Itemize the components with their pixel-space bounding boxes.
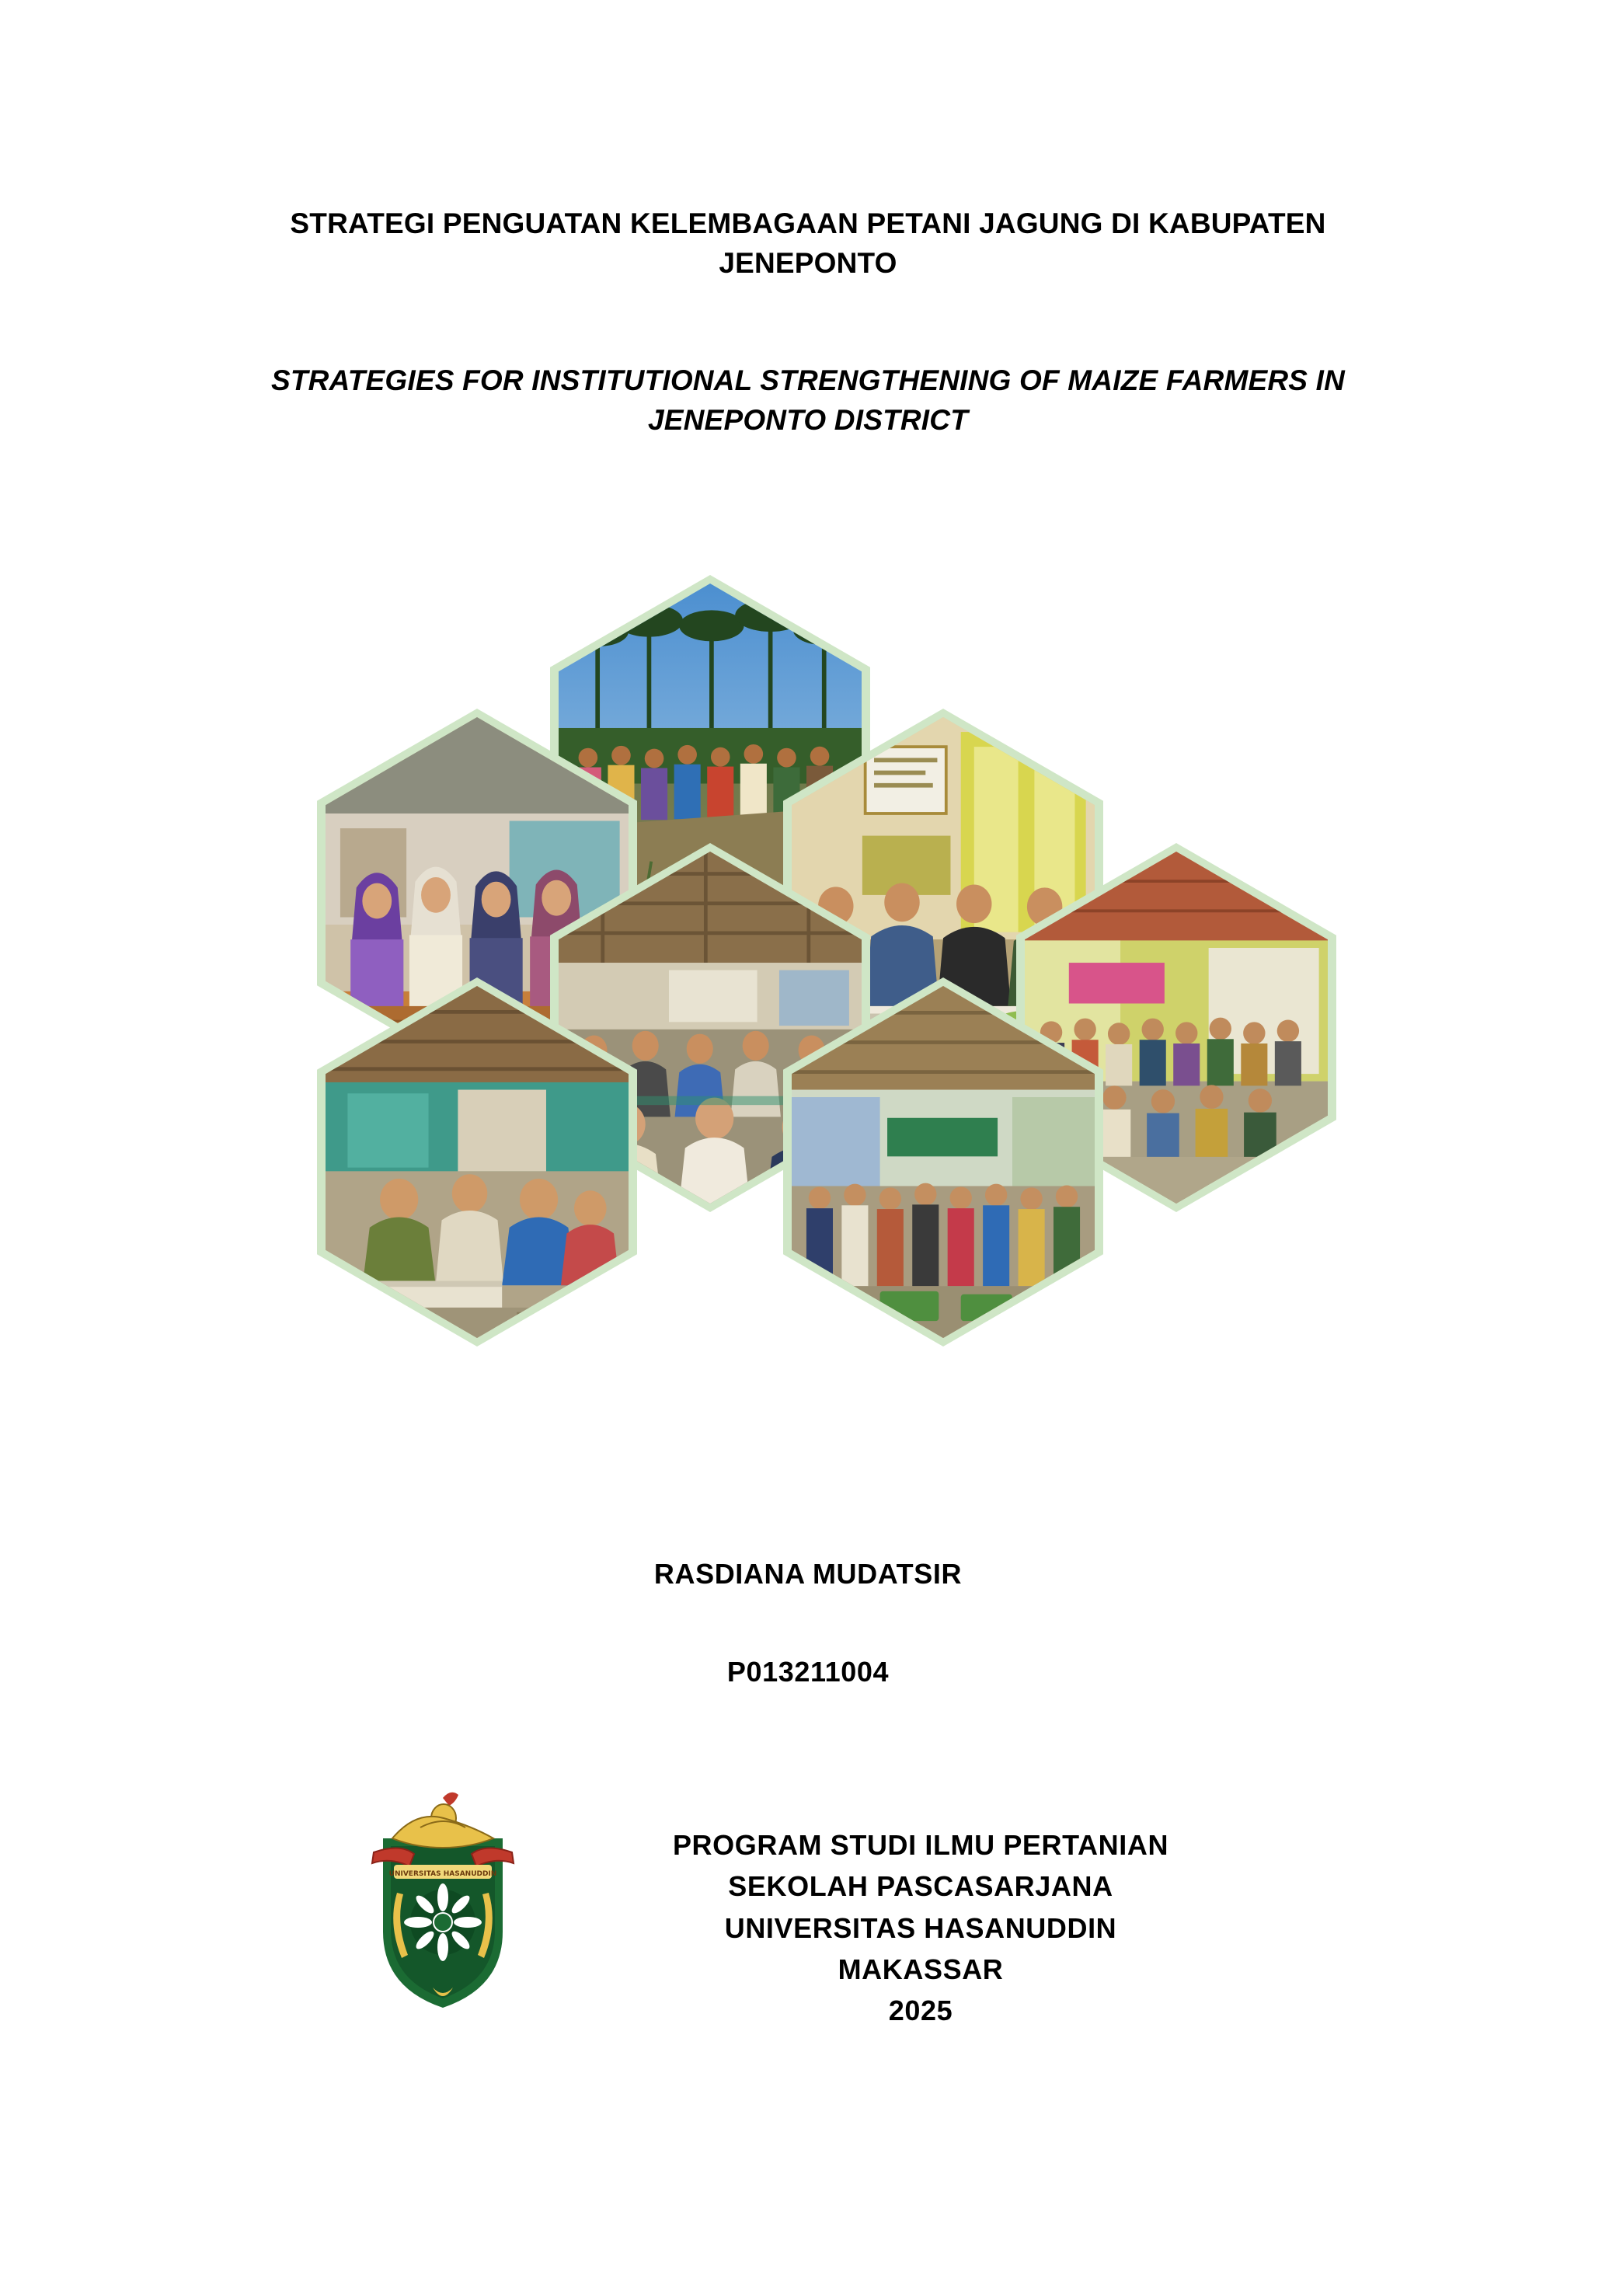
photo-group-standing-pavilion [792,986,1095,1338]
author-block [0,1558,1616,1688]
institution-line-2: SEKOLAH PASCASARJANA [728,1870,1113,1903]
universitas-hasanuddin-logo-icon [346,1784,540,2009]
institution-line-3: UNIVERSITAS HASANUDDIN [724,1911,1117,1944]
page-title-indonesian: STRATEGI PENGUATAN KELEMBAGAAN PETANI JAGUNG DI KABUPATEN JENEPONTO [290,207,1326,280]
author-student-id: P013211004 [726,1656,890,1688]
institution-line-4: MAKASSAR [838,1953,1004,1985]
institution-lines [571,1779,1270,2031]
title-block [0,204,1616,440]
institution-block [0,1779,1616,2031]
institution-line-1: PROGRAM STUDI ILMU PERTANIAN [672,1829,1169,1861]
publication-year: 2025 [888,1995,953,2027]
author-name: RASDIANA MUDATSIR [653,1558,963,1590]
svg-text:UNIVERSITAS HASANUDDIN: UNIVERSITAS HASANUDDIN [388,1870,497,1878]
page-title-english: STRATEGIES FOR INSTITUTIONAL STRENGTHENING OF MAIZE FARMERS IN JENEPONTO DISTRICT [270,364,1346,437]
photo-interview-indoor [326,986,629,1338]
hexagon-photo-collage [256,575,1367,1507]
